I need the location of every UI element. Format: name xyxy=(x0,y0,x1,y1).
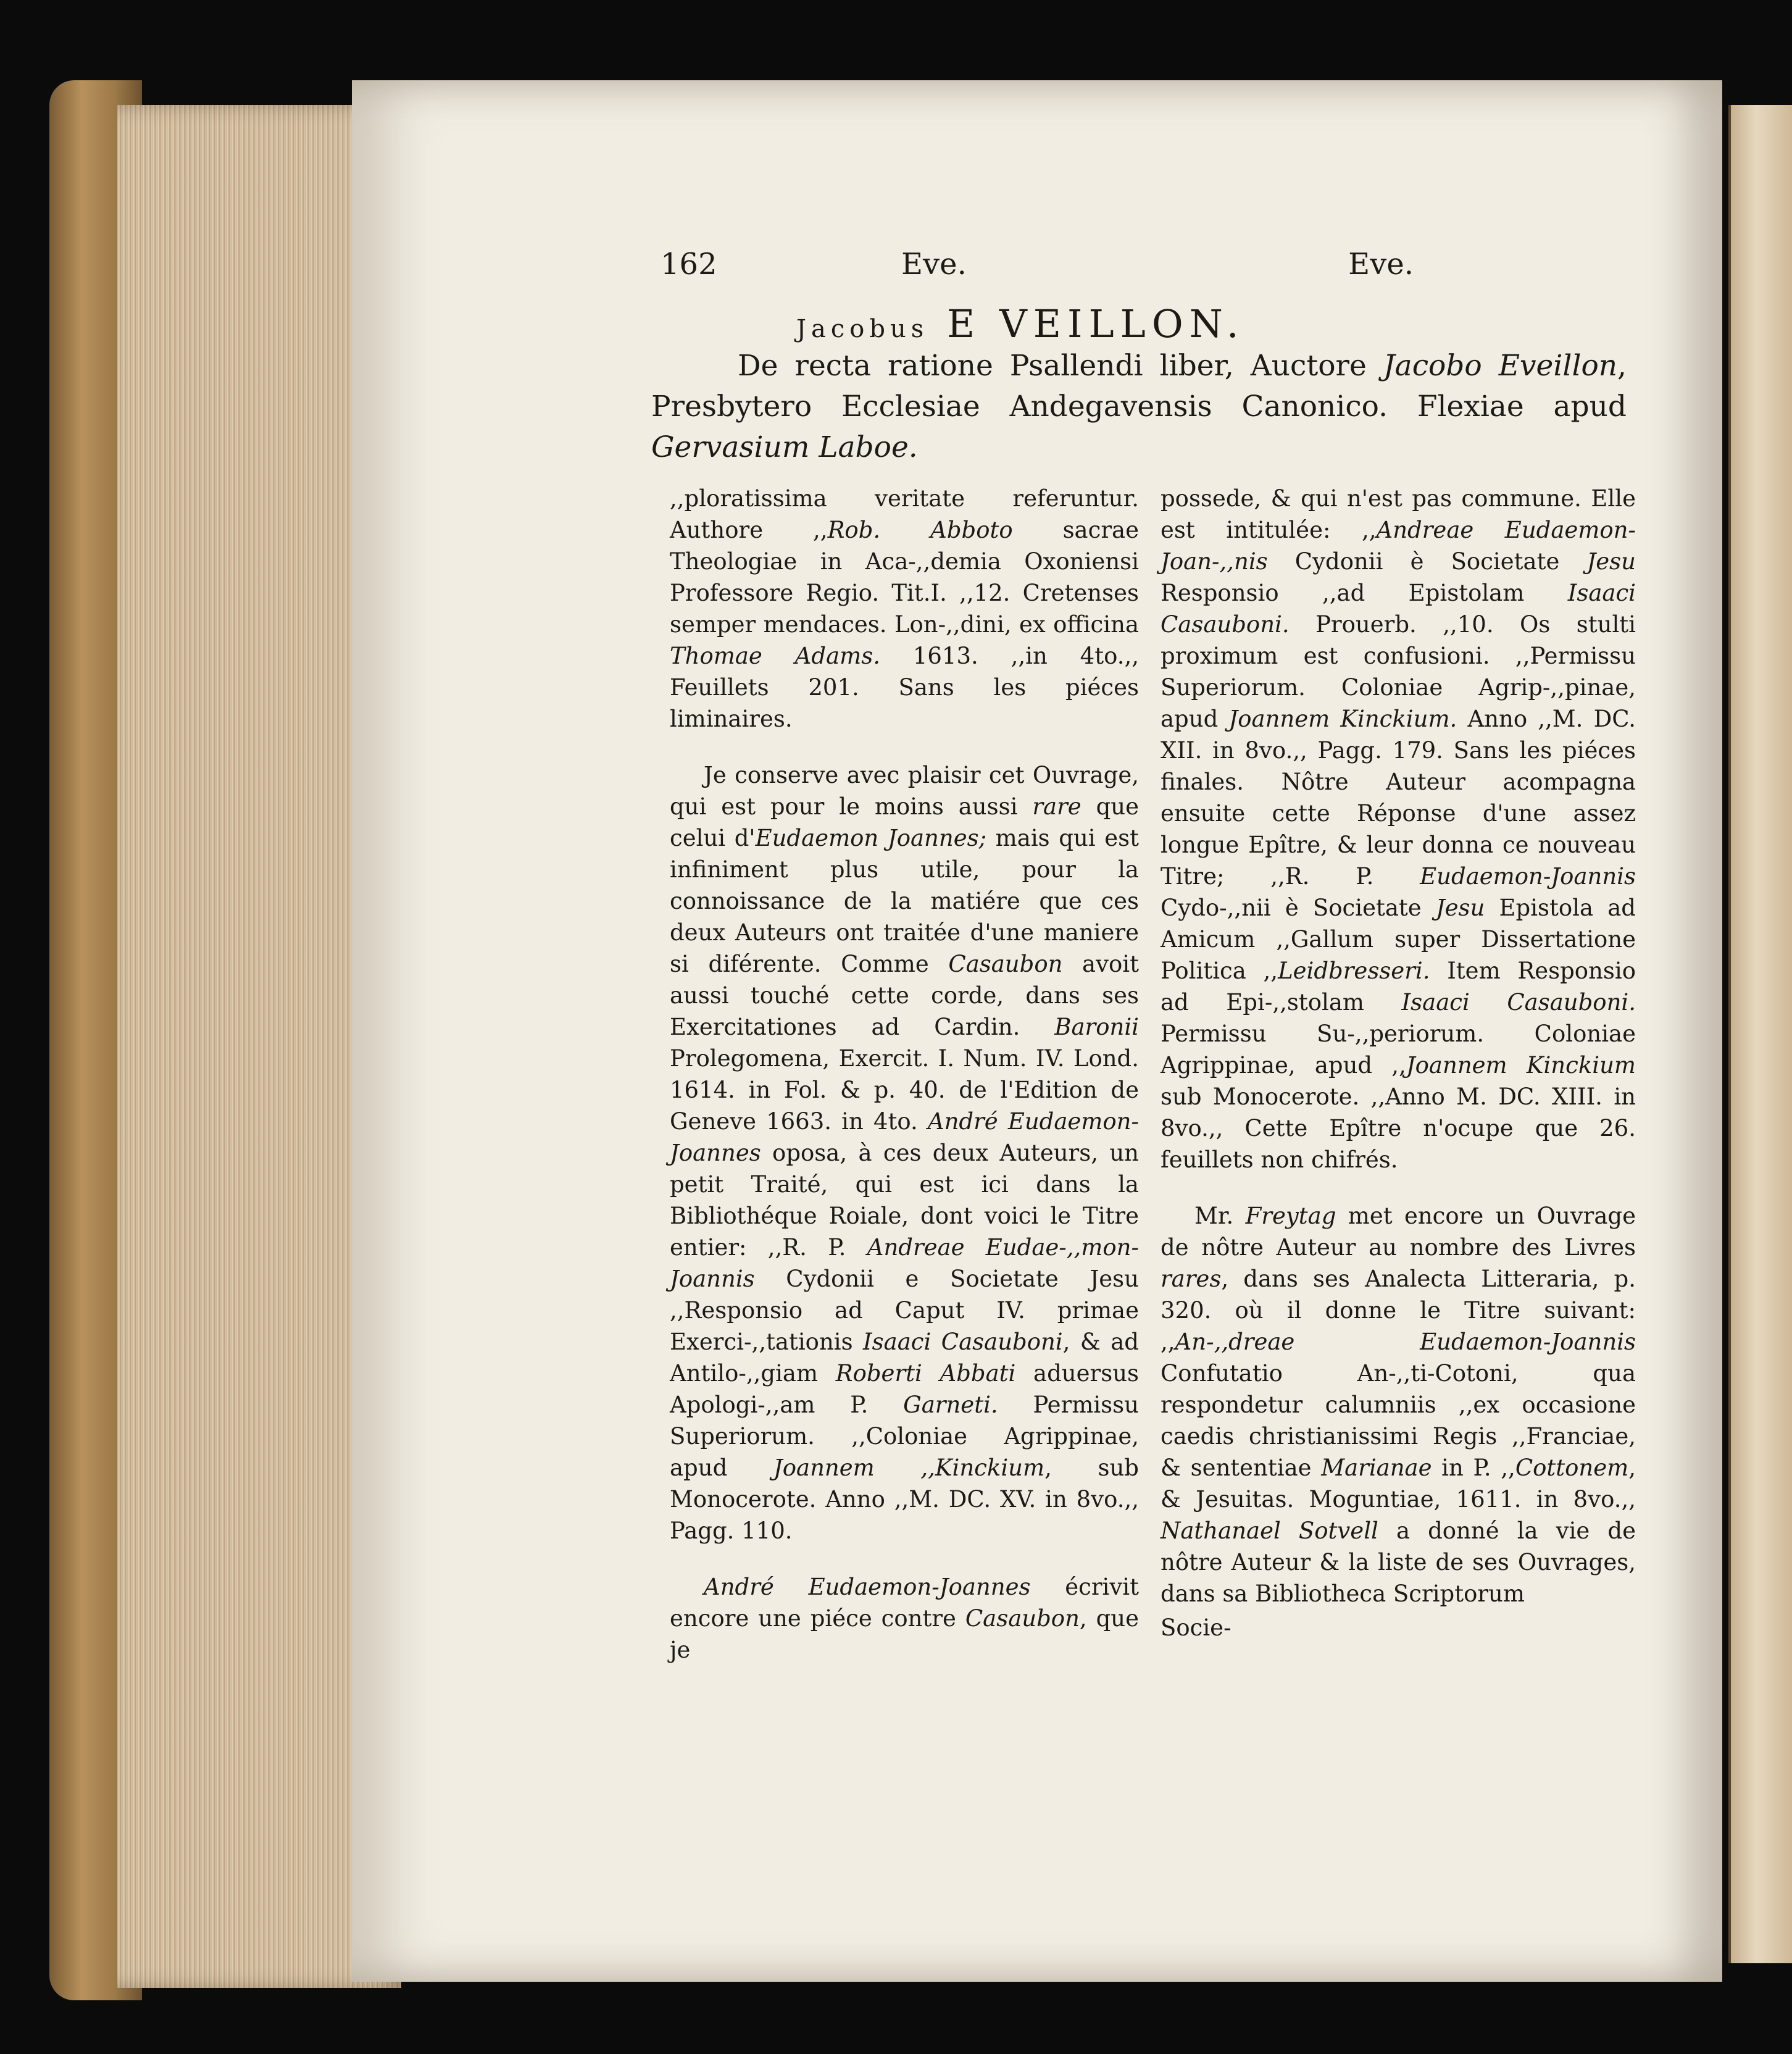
text-run: Item Responsio ad Epi-,,stolam xyxy=(1161,958,1636,1016)
title-author: Jacobo Eveillon xyxy=(1383,349,1618,383)
left-column xyxy=(670,483,1139,1666)
text-run: Anno ,,M. DC. XII. in 8vo.,, Pagg. 179. Sans les piéces finales. Nôtre Auteur acompagna ensuite cette Réponse d'une assez longue Epître, & leur donna ce nouveau Titre; ,,R. P. xyxy=(1161,706,1636,890)
paragraph xyxy=(670,1571,1139,1666)
text-run: Responsio ,,ad Epistolam xyxy=(1161,580,1568,606)
italic-run: Eudaemon-Joannis xyxy=(1420,863,1636,890)
italic-run: Isaaci Casauboni. xyxy=(1161,580,1636,638)
text-run: Cydonii e Societate Jesu ,,Responsio ad Caput IV. primae Exerci-,,tationis xyxy=(670,1266,1139,1355)
text-run: Confutatio An-,,ti-Cotoni, qua respondetur calumniis ,,ex occasione caedis christianissimi Regis ,,Franciae, & sententiae xyxy=(1161,1360,1636,1481)
italic-run: Joannem Kinckium. xyxy=(1228,706,1457,732)
italic-run: Casaubon xyxy=(965,1605,1080,1632)
paragraph xyxy=(1161,1200,1636,1609)
text-run: , dans ses Analecta Litteraria, p. 320. où il donne le Titre suivant: ,, xyxy=(1161,1266,1636,1355)
paragraph xyxy=(1161,483,1636,1175)
text-run: Prouerb. ,,10. Os stulti proximum est confusioni. ,,Permissu Superiorum. Coloniae Agrip-,,pinae, apud xyxy=(1161,611,1636,732)
title-text-2: , Presbytero Ecclesiae Andegavensis Canonico. Flexiae apud xyxy=(651,349,1627,424)
italic-run: rares xyxy=(1161,1266,1222,1292)
right-column xyxy=(1161,483,1636,1643)
italic-run: Andreae Eudae-,,mon-Joannis xyxy=(670,1234,1140,1292)
italic-run: Jesu xyxy=(1435,895,1485,921)
text-run: Permissu Superiorum. ,,Coloniae Agrippinae, apud xyxy=(670,1392,1139,1481)
italic-run: Rob. Abboto xyxy=(827,517,1013,543)
italic-run: Joannem ,,Kinckium xyxy=(773,1455,1045,1481)
paragraph xyxy=(670,759,1139,1547)
text-run: ,,ploratissima veritate referuntur. Authore ,, xyxy=(670,485,1139,543)
author-first-name: Jacobus xyxy=(796,315,929,343)
text-run: Permissu Su-,,periorum. Coloniae Agrippinae, apud ,, xyxy=(1161,1021,1636,1079)
italic-run: Nathanael Sotvell xyxy=(1161,1518,1378,1544)
italic-run: Freytag xyxy=(1245,1203,1336,1229)
text-run: possede, & qui n'est pas commune. Elle est intitulée: ,, xyxy=(1161,485,1636,543)
text-run: Je conserve avec plaisir cet Ouvrage, qui est pour le moins aussi xyxy=(670,762,1139,820)
text-run: in P. ,, xyxy=(1432,1455,1515,1481)
running-head-left: Eve. xyxy=(901,247,967,282)
text-run: , sub Monocerote. Anno ,,M. DC. XV. in 8vo.,, Pagg. 110. xyxy=(670,1455,1139,1544)
text-run: Prolegomena, Exercit. I. Num. IV. Lond. 1614. in Fol. & p. 40. de l'Edition de Geneve 1663. in 4to. xyxy=(670,1045,1139,1135)
italic-run: Cottonem xyxy=(1515,1455,1629,1481)
italic-run: Thomae Adams. xyxy=(670,643,880,669)
title-text: De recta ratione Psallendi liber, Auctore xyxy=(738,349,1383,383)
italic-run: Isaaci Casauboni. xyxy=(1401,989,1636,1016)
catchword: Socie- xyxy=(1161,1614,1231,1641)
italic-run: An-,,dreae Eudaemon-Joannis xyxy=(1175,1329,1636,1355)
italic-run: Eudaemon Joannes; xyxy=(755,825,987,851)
text-run: écrivit encore une piéce contre xyxy=(670,1574,1139,1632)
text-run: sub Monocerote. ,,Anno M. DC. XIII. in 8vo.,, Cette Epître n'ocupe que 26. feuillets non chifrés. xyxy=(1161,1083,1636,1173)
italic-run: Joannem Kinckium xyxy=(1406,1052,1636,1079)
italic-run: Andreae Eudaemon-Joan-,,nis xyxy=(1161,517,1636,575)
book-title xyxy=(651,346,1627,468)
text-run: sacrae Theologiae in Aca-,,demia Oxoniensi Professore Regio. Tit.I. ,,12. Cretenses semper mendaces. Lon-,,dini, ex officina xyxy=(670,517,1139,638)
author-last-name: E VEILLON. xyxy=(946,301,1245,346)
italic-run: Jesu xyxy=(1586,548,1636,575)
running-head-right: Eve. xyxy=(1348,247,1414,282)
italic-run: Baronii xyxy=(1054,1014,1139,1040)
page-number: 162 xyxy=(661,247,717,282)
italic-run: Garneti. xyxy=(903,1392,998,1418)
text-run: mais qui est infiniment plus utile, pour la connoissance de la matiére que ces deux Auteurs ont traitée d'une maniere si diférente. Comme xyxy=(670,825,1139,977)
text-run: avoit aussi touché cette corde, dans ses Exercitationes ad Cardin. xyxy=(670,951,1139,1040)
title-publisher: Gervasium Laboe. xyxy=(651,430,918,464)
italic-run: Casaubon xyxy=(948,951,1063,977)
italic-run: Leidbresseri. xyxy=(1278,958,1430,984)
text-run: aduersus Apologi-,,am P. xyxy=(670,1360,1140,1418)
facing-page-edge xyxy=(1728,105,1792,1963)
italic-run: Marianae xyxy=(1321,1455,1432,1481)
italic-run: Isaaci Casauboni xyxy=(863,1329,1063,1355)
text-run: Epistola ad Amicum ,,Gallum super Dissertatione Politica ,, xyxy=(1161,895,1636,984)
italic-run: Roberti Abbati xyxy=(835,1360,1016,1387)
paragraph xyxy=(670,483,1139,735)
text-run: , & ad Antilo-,,giam xyxy=(670,1329,1139,1387)
italic-run: André Eudaemon-Joannes xyxy=(704,1574,1031,1600)
text-run: met encore un Ouvrage de nôtre Auteur au nombre des Livres xyxy=(1161,1203,1636,1261)
text-run: Mr. xyxy=(1194,1203,1246,1229)
text-run: que celui d' xyxy=(670,793,1139,851)
text-run: a donné la vie de nôtre Auteur & la liste de ses Ouvrages, dans sa Bibliotheca Scriptorum xyxy=(1161,1518,1636,1607)
text-run: Cydonii è Societate xyxy=(1267,548,1587,575)
text-run: , que je xyxy=(670,1605,1139,1663)
entry-heading xyxy=(796,301,1245,346)
text-run: oposa, à ces deux Auteurs, un petit Traité, qui est ici dans la Bibliothéque Roiale, dont voici le Titre entier: ,,R. P. xyxy=(670,1140,1139,1261)
text-run: , & Jesuitas. Moguntiae, 1611. in 8vo.,, xyxy=(1161,1455,1636,1513)
text-run: 1613. ,,in 4to.,, Feuillets 201. Sans les piéces liminaires. xyxy=(670,643,1139,732)
text-run: Cydo-,,nii è Societate xyxy=(1161,895,1436,921)
running-head xyxy=(661,247,1414,284)
italic-run: rare xyxy=(1032,793,1081,820)
italic-run: André Eudaemon-Joannes xyxy=(670,1108,1139,1166)
